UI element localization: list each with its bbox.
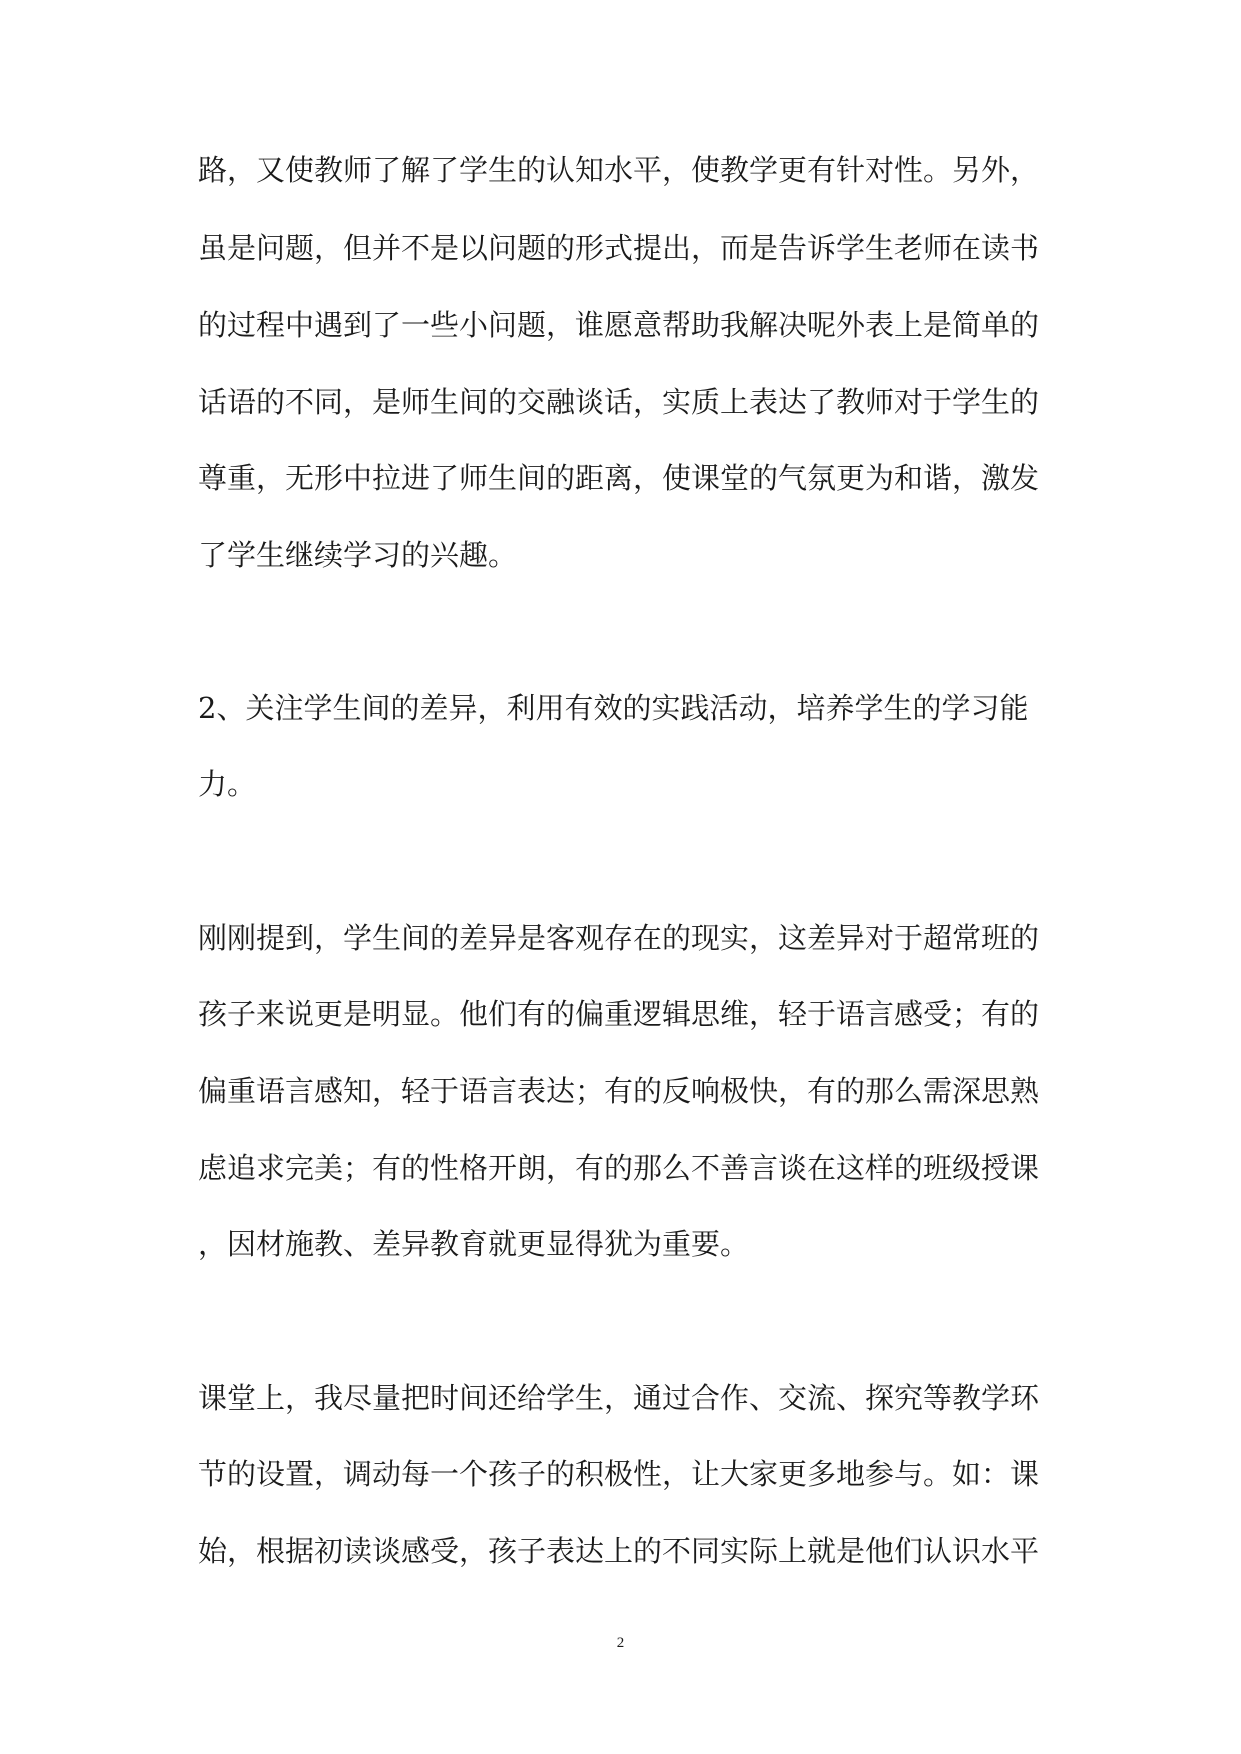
text-line: 始，根据初读谈感受，孩子表达上的不同实际上就是他们认识水平 bbox=[198, 1534, 1040, 1568]
page-number: 2 bbox=[616, 1635, 625, 1651]
text-line: 虽是问题，但并不是以问题的形式提出，而是告诉学生老师在读书 bbox=[198, 231, 1040, 265]
section-heading: 力。 bbox=[198, 767, 257, 801]
text-line: 课堂上，我尽量把时间还给学生，通过合作、交流、探究等教学环 bbox=[198, 1381, 1040, 1415]
section-heading: 2、关注学生间的差异，利用有效的实践活动，培养学生的学习能 bbox=[198, 691, 1029, 725]
text-line: 话语的不同，是师生间的交融谈话，实质上表达了教师对于学生的 bbox=[198, 385, 1040, 419]
text-line: 尊重，无形中拉进了师生间的距离，使课堂的气氛更为和谐，激发 bbox=[198, 461, 1040, 495]
text-line: 路，又使教师了解了学生的认知水平，使教学更有针对性。另外， bbox=[198, 153, 1040, 187]
text-line: 偏重语言感知，轻于语言表达；有的反响极快，有的那么需深思熟 bbox=[198, 1074, 1040, 1108]
text-line: 孩子来说更是明显。他们有的偏重逻辑思维，轻于语言感受；有的 bbox=[198, 997, 1040, 1031]
text-line: 刚刚提到，学生间的差异是客观存在的现实，这差异对于超常班的 bbox=[198, 921, 1040, 955]
text-line: 虑追求完美；有的性格开朗，有的那么不善言谈在这样的班级授课 bbox=[198, 1151, 1040, 1185]
text-line: 节的设置，调动每一个孩子的积极性，让大家更多地参与。如：课 bbox=[198, 1457, 1040, 1491]
text-line: 了学生继续学习的兴趣。 bbox=[198, 538, 518, 572]
text-line: 的过程中遇到了一些小问题，谁愿意帮助我解决呢外表上是简单的 bbox=[198, 308, 1040, 342]
text-line: ，因材施教、差异教育就更显得犹为重要。 bbox=[198, 1227, 750, 1261]
